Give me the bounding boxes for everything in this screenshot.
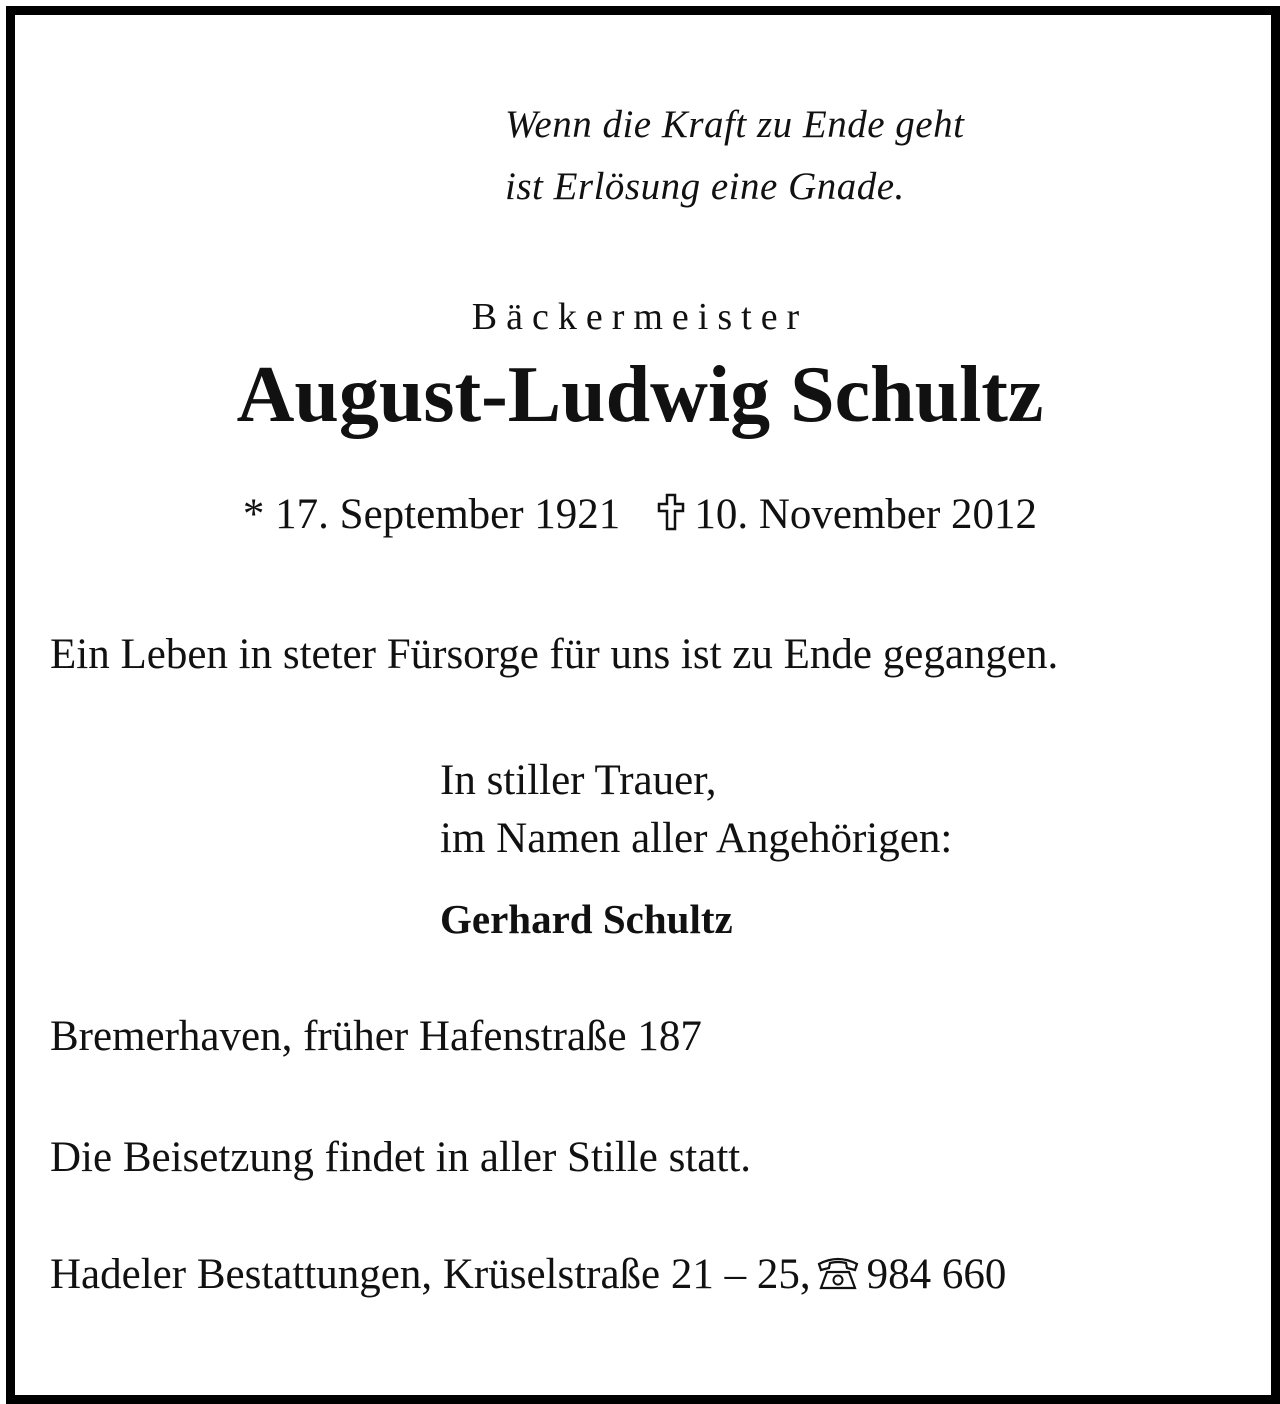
- birth-date: * 17. September 1921: [242, 491, 621, 538]
- motto-line-1: Wenn die Kraft zu Ende geht: [505, 103, 965, 146]
- mourning-block: [440, 752, 952, 868]
- occupation-title: Bäckermeister: [471, 296, 809, 338]
- undertaker-text: Hadeler Bestattungen, Krüselstraße 21 – 25,: [50, 1251, 811, 1298]
- tribute-line: Ein Leben in steter Fürsorge für uns ist zu Ende gegangen.: [50, 631, 1059, 678]
- deceased-name: August-Ludwig Schultz: [236, 351, 1044, 439]
- motto: [505, 94, 964, 218]
- cross-icon: [656, 492, 686, 532]
- signer-name: Gerhard Schultz: [440, 896, 733, 942]
- death-date: 10. November 2012: [694, 491, 1038, 538]
- mourning-line-2: im Namen aller Angehörigen:: [440, 815, 953, 862]
- telephone-icon: [815, 1254, 861, 1292]
- phone-number: 984 660: [866, 1251, 1007, 1298]
- funeral-note: Die Beisetzung findet in aller Stille statt.: [50, 1134, 751, 1181]
- mourning-line-1: In stiller Trauer,: [440, 757, 717, 804]
- address-line: Bremerhaven, früher Hafenstraße 187: [50, 1013, 702, 1060]
- undertaker-line: [50, 1250, 1006, 1299]
- life-dates: [0, 490, 1280, 539]
- motto-line-2: ist Erlösung eine Gnade.: [505, 165, 905, 208]
